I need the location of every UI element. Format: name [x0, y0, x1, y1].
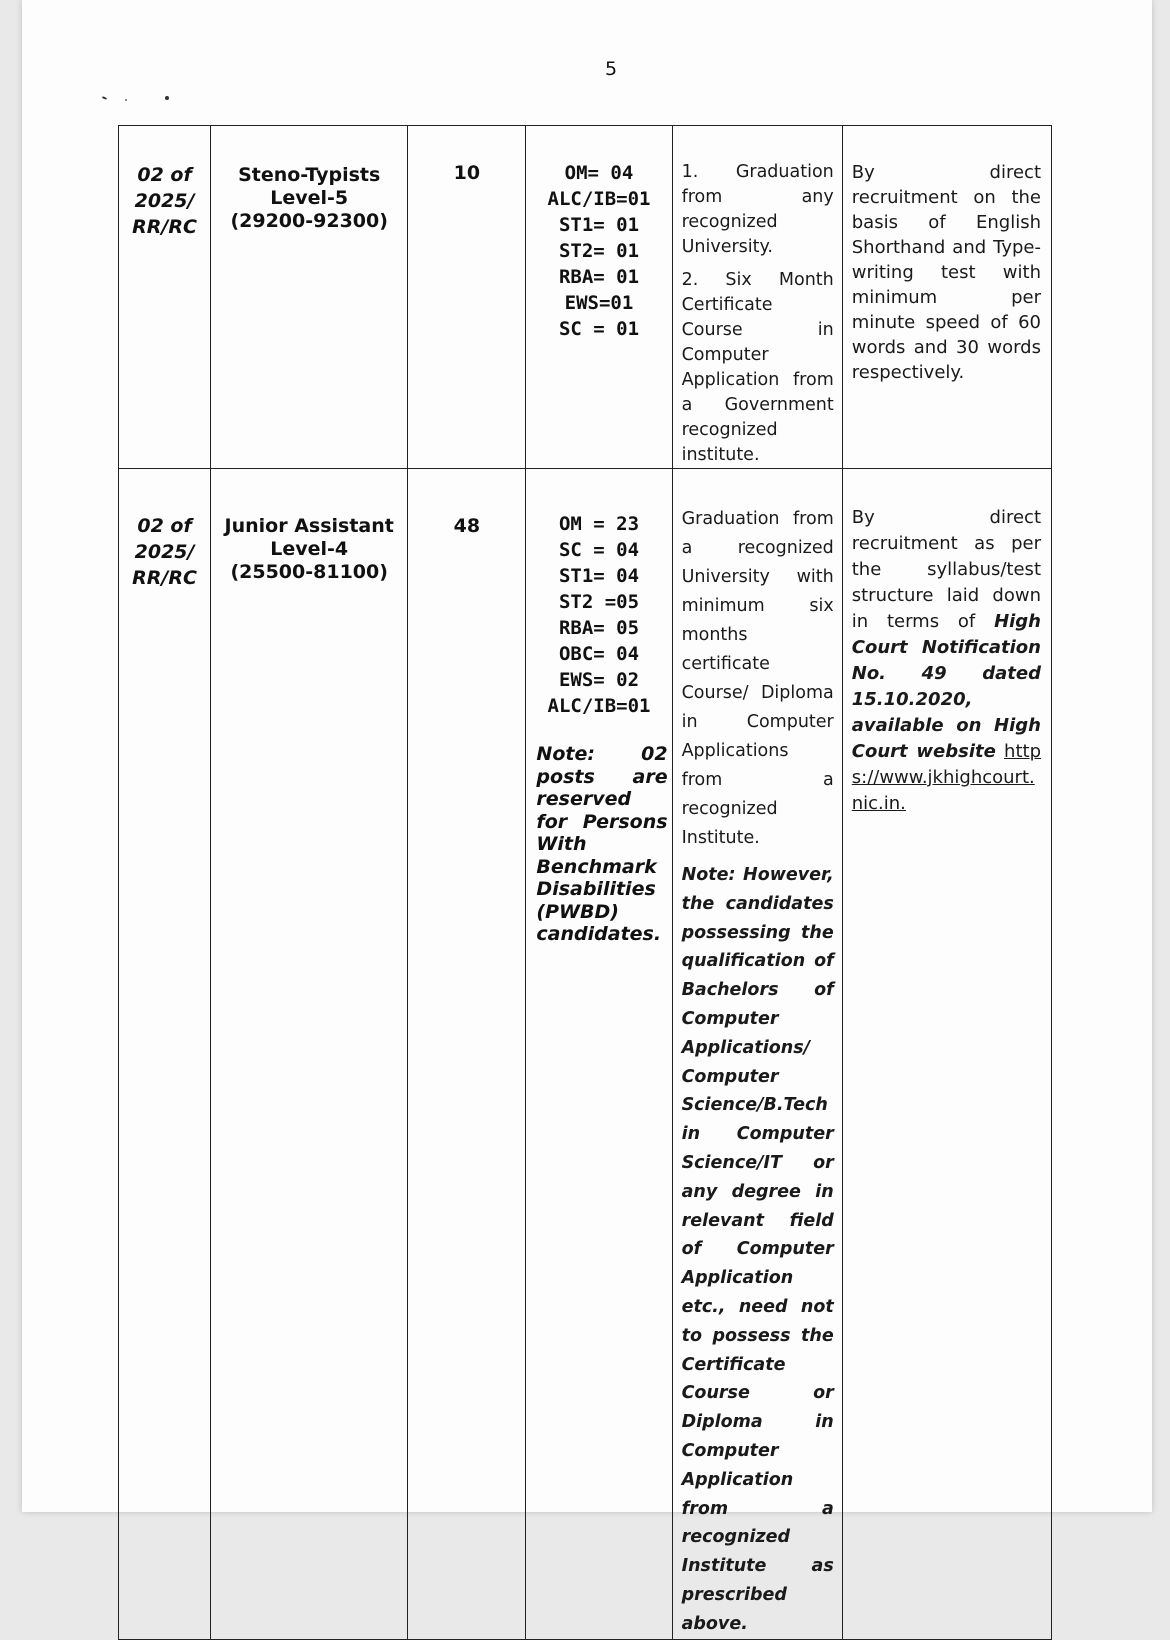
qualification-note: Note: However, the candidates possessing the qualification of Bachelors of Computer Applications/ Computer Science/B.Tech in Computer Science/IT or any degree in relevant field of Computer Application etc., need not to possess the Certificate Course or Diploma in Computer Application from a recognized Institute as prescribed above. [681, 865, 834, 1634]
table-row [119, 126, 1052, 469]
advertisement-cell [119, 469, 211, 1640]
high-court-website-link[interactable]: https://www.jkhighcourt.nic.in. [851, 741, 1041, 814]
qualification-item: Graduation from a recognized University with minimum six months certificate Course/ Diploma in Computer Applications from a recognized Institute. [681, 509, 834, 848]
recruitment-mode: By direct recruitment on the basis of English Shorthand and Type-writing test with minimum per minute speed of 60 words and 30 words respectively. [851, 162, 1041, 383]
posts-count: 10 [453, 162, 481, 184]
posts-count-cell [408, 469, 526, 1640]
advertisement-line: 02 of [137, 515, 192, 537]
qualification-item: 1. Graduation from any recognized University. [681, 162, 834, 257]
advertisement-line: RR/RC [132, 567, 197, 589]
posts-count: 48 [453, 515, 481, 537]
post-cell [211, 126, 408, 469]
qualification-cell [672, 126, 842, 469]
advertisement-line: RR/RC [132, 216, 197, 238]
post-pay-scale: (25500-81100) [230, 561, 388, 583]
post-level: Level-5 [270, 187, 349, 209]
scan-mark [102, 96, 107, 100]
advertisement-line: 2025/ [134, 190, 195, 212]
category-cell [526, 126, 672, 469]
category-item: SC = 04 [558, 539, 640, 561]
qualification-item: 2. Six Month Certificate Course in Computer Application from a Government recognized institute. [681, 270, 834, 465]
category-item: OBC= 04 [558, 643, 640, 665]
category-item: RBA= 05 [558, 617, 640, 639]
post-level: Level-4 [270, 538, 349, 560]
category-item: OM = 23 [558, 513, 640, 535]
advertisement-cell [119, 126, 211, 469]
category-item: ST1= 01 [558, 214, 640, 236]
category-item: RBA= 01 [558, 266, 640, 288]
table-row [119, 469, 1052, 1640]
category-item: ALC/IB=01 [547, 188, 651, 210]
category-item: SC = 01 [558, 318, 640, 340]
category-item: ST2 =05 [558, 591, 640, 613]
pwbd-reservation-note: Note: 02 posts are reserved for Persons With Benchmark Disabilities (PWBD) candidates. [536, 743, 668, 945]
post-title: Junior Assistant [224, 515, 394, 537]
category-item: ST1= 04 [558, 565, 640, 587]
category-cell [526, 469, 672, 1640]
post-title: Steno-Typists [238, 164, 381, 186]
scan-mark [125, 99, 127, 101]
mode-cell [842, 469, 1051, 1640]
category-item: ST2= 01 [558, 240, 640, 262]
qualification-cell [672, 469, 842, 1640]
advertisement-line: 2025/ [134, 541, 195, 563]
recruitment-table [118, 125, 1052, 1640]
page-number: 5 [605, 58, 618, 80]
post-cell [211, 469, 408, 1640]
high-court-notification: High Court Notification No. 49 dated 15.10.2020, available on High Court website [851, 611, 1041, 762]
category-item: EWS= 02 [558, 669, 640, 691]
advertisement-line: 02 of [137, 164, 192, 186]
recruitment-mode: By direct recruitment as per the syllabus/test structure laid down in terms of [851, 507, 1041, 632]
mode-cell [842, 126, 1051, 469]
posts-count-cell [408, 126, 526, 469]
scan-mark [165, 96, 169, 100]
category-item: OM= 04 [564, 162, 634, 184]
category-item: EWS=01 [564, 292, 634, 314]
post-pay-scale: (29200-92300) [230, 210, 388, 232]
category-item: ALC/IB=01 [547, 695, 651, 717]
